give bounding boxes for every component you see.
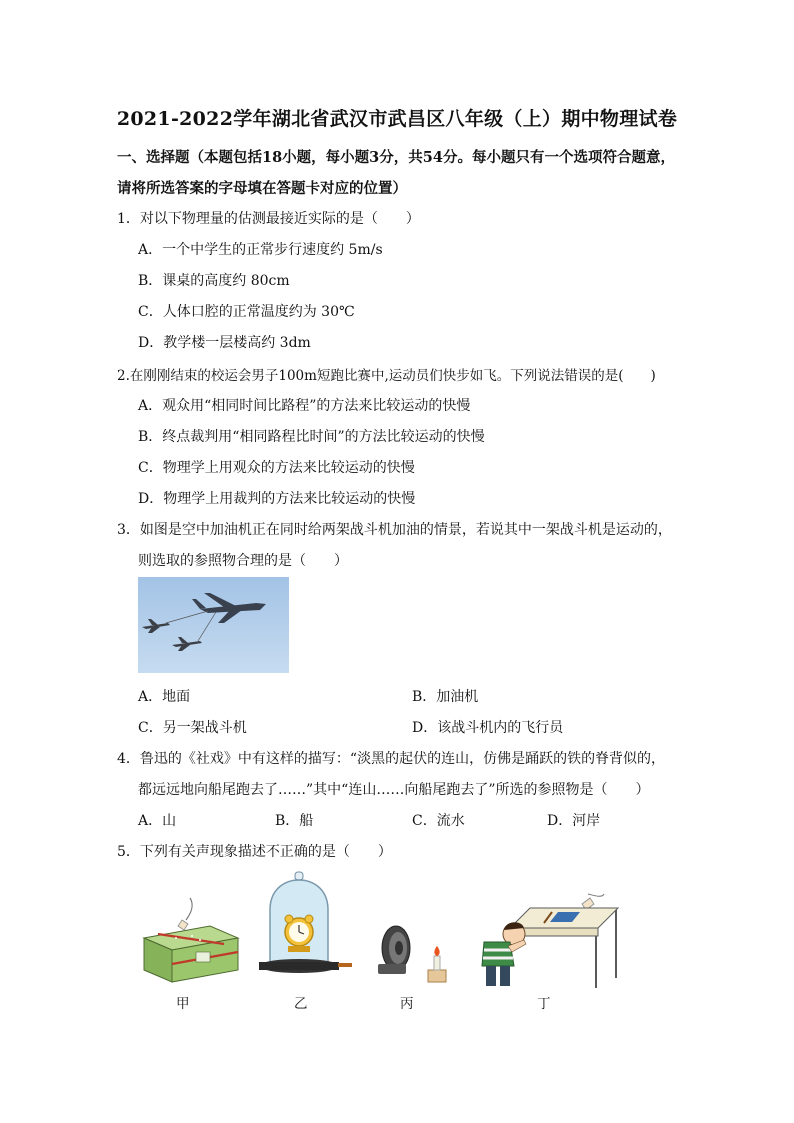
section-header-line1: 一、选择题（本题包括18小题，每小题3分，共54分。每小题只有一个选项符合题意，	[117, 149, 675, 166]
question-3-option-d: D．该战斗机内的飞行员	[412, 720, 564, 736]
question-1-option-d: D．教学楼一层楼高约 3dm	[138, 335, 311, 351]
question-5-stem: 5．下列有关声现象描述不正确的是（ ）	[117, 844, 392, 860]
question-4-stem-line1: 4．鲁迅的《社戏》中有这样的描写：“淡黑的起伏的连山，仿佛是踊跃的铁的脊背似的，	[117, 751, 666, 767]
question-3-stem-line2: 则选取的参照物合理的是（ ）	[138, 553, 348, 569]
figure-yi-bell-jar	[258, 870, 358, 985]
question-2-option-a: A．观众用“相同时间比路程”的方法来比较运动的快慢	[138, 398, 471, 414]
question-1-option-b: B．课桌的高度约 80cm	[138, 273, 290, 289]
question-2-option-d: D．物理学上用裁判的方法来比较运动的快慢	[138, 491, 416, 507]
question-1-stem: 1．对以下物理量的估测最接近实际的是（ ）	[117, 211, 420, 227]
question-3-option-a: A．地面	[138, 689, 191, 705]
page-title: 2021-2022学年湖北省武汉市武昌区八年级（上）期中物理试卷	[116, 108, 678, 130]
question-4-stem-line2: 都远远地向船尾跑去了……”其中“连山……向船尾跑去了”所选的参照物是（ ）	[138, 782, 650, 798]
figure-label-bing: 丙	[400, 996, 414, 1012]
question-1-option-a: A．一个中学生的正常步行速度约 5m/s	[138, 242, 383, 258]
question-4-option-b: B．船	[275, 813, 314, 829]
question-3-option-c: C．另一架战斗机	[138, 720, 247, 736]
question-1-option-c: C．人体口腔的正常温度约为 30℃	[138, 304, 355, 320]
figure-bing-speaker-candle	[372, 918, 452, 988]
question-3-option-b: B．加油机	[412, 689, 479, 705]
question-2-option-c: C．物理学上用观众的方法来比较运动的快慢	[138, 460, 415, 476]
aircraft-illustration	[138, 577, 289, 673]
question-4-option-c: C．流水	[412, 813, 465, 829]
figure-label-yi: 乙	[294, 996, 308, 1012]
figure-label-ding: 丁	[537, 996, 551, 1012]
question-4-option-a: A．山	[138, 813, 177, 829]
figure-jia-drum	[140, 890, 240, 985]
figure-label-jia: 甲	[176, 996, 190, 1012]
question-3-stem-line1: 3．如图是空中加油机正在同时给两架战斗机加油的情景，若说其中一架战斗机是运动的，	[117, 522, 672, 538]
refueling-aircraft-photo	[138, 577, 289, 673]
figure-ding-boy-desk	[470, 890, 620, 990]
question-4-option-d: D．河岸	[547, 813, 601, 829]
section-header-line2: 请将所选答案的字母填在答题卡对应的位置）	[117, 180, 407, 197]
question-2-stem: 2.在刚刚结束的校运会男子100m短跑比赛中,运动员们快步如飞。下列说法错误的是( )	[117, 368, 656, 384]
question-2-option-b: B．终点裁判用“相同路程比时间”的方法比较运动的快慢	[138, 429, 485, 445]
